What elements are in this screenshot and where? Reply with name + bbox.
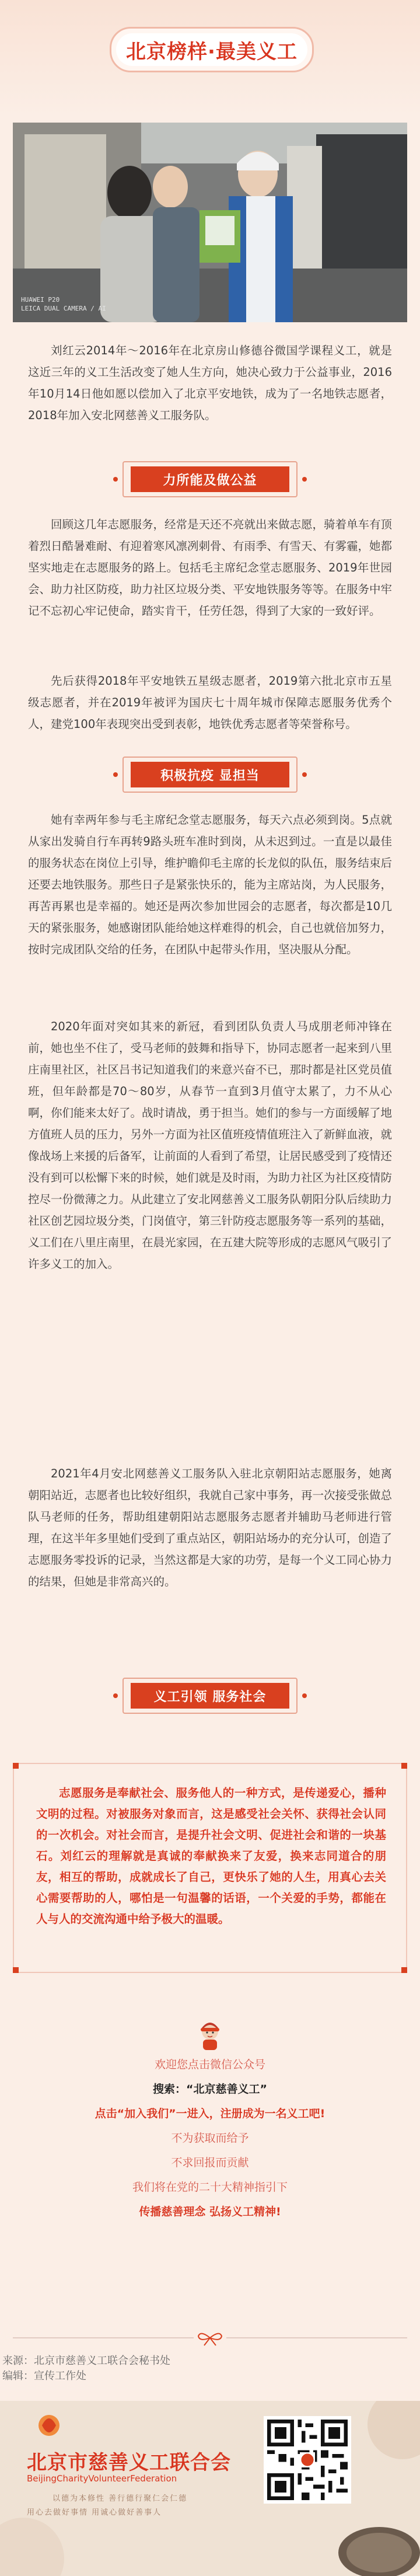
section-badge-2: 积极抗疫 显担当: [123, 757, 298, 793]
section2-paragraph-1: 她有幸两年参与毛主席纪念堂志愿服务，每天六点必须到岗。5点就从家出发骑自行车再转9路头班车准时到岗，从未迟到过。一直是以最佳的服务状态在岗位上引导，维护瞻仰毛主席的长龙似的队伍，服务结束后还要去地铁服务。那些日子是紧张快乐的，能为主席站岗，为人民服务，再苦再累也是幸福的。她还是两次参加世园会的志愿者，每次都是10几天的紧张服务，她感谢团队能给她这样难得的机会，自己也就倍加努力，按时完成团队交给的任务，在团队中起带头作用，坚决服从分配。: [28, 813, 393, 956]
org-banner: [0, 2401, 420, 2576]
follow-line-3: 点击“加入我们”一进入，注册成为一名义工吧!: [94, 2107, 326, 2120]
follow-line-7: 传播慈善理念 弘扬义工精神!: [139, 2205, 281, 2218]
follow-line-2: 搜索：“北京慈善义工”: [153, 2083, 267, 2096]
qr-code-pattern: [267, 2420, 348, 2500]
org-english-name: BeijingCharityVolunteerFederation: [27, 2473, 177, 2484]
photo-illustration: [13, 123, 407, 322]
follow-line-1: 欢迎您点击微信公众号: [154, 2058, 265, 2071]
follow-line-5: 不求回报而贡献: [171, 2156, 249, 2169]
title-frame: [110, 27, 314, 72]
section2-paragraph-2: 2020年面对突如其来的新冠，看到团队负责人马成朋老师冲锋在前，她也坐不住了，受马老师的鼓舞和指导下，协同志愿者一起来到八里庄南里社区，社区吕书记知道我们的来意兴奋不已，那时都是社区党员值班，但年龄都是70～80岁，从春节一直到3月值守太累了，力不从心啊，你们能来太好了。战时请战，勇于担当。她们的参与一方面缓解了地方值班人员的压力，另外一方面为社区值班疫情值班注入了新鲜血液，就像战场上来援的后备军，让前面的人看到了希望，让居民感受到了疫情还没有到可以松懈下来的时候，她们就是及时雨，为助力社区为社区疫情防控尽一份微薄之力。从此建立了安北网慈善义工服务队朝阳分队后续助力社区创艺园垃圾分类，门岗值守，第三针防疫志愿服务等一系列的基础，义工们在八里庄南里，在晨光家园，在五建大院等形成的志愿风气吸引了许多义工的加入。: [28, 1020, 393, 1271]
section-badge-1: 力所能及做公益: [123, 461, 298, 497]
qr-code: [264, 2416, 351, 2504]
section1-paragraph-1: 回顾这几年志愿服务，经常是天还不亮就出来做志愿，骑着单车有顶着烈日酷暑难耐、有迎着寒风凛冽刺骨、有雨季、有雪天、有雾霾，她都坚实地走在志愿服务的路上。包括毛主席纪念堂志愿服务、2019年世园会、助力社区防疫，助力社区垃圾分类、平安地铁服务等等。在服务中牢记不忘初心牢记使命，踏实肯干，任劳任怨，得到了大家的一致好评。: [28, 518, 393, 618]
mascot-icon: [197, 2020, 223, 2050]
org-name: 北京市慈善义工联合会: [27, 2451, 231, 2474]
banner-decoration: [0, 2401, 420, 2576]
org-motto-2: 用心去做好事情 用诚心做好善事人: [27, 2508, 162, 2517]
quote-text: 志愿服务是奉献社会、服务他人的一种方式，是传递爱心，播种文明的过程。对被服务对象而言，这是感受社会关怀、获得社会认同的一次机会。对社会而言，是提升社会文明、促进社会和谐的一块基石。刘红云的理解就是真诚的奉献换来了友爱，换来志同道合的朋友，相互的帮助，成就成长了自己，更快乐了她的人生，用真心去关心需要帮助的人，哪怕是一句温馨的话语，一个关爱的手势，都能在人与人的交流沟通中给予极大的温暖。: [36, 1786, 386, 1926]
follow-line-6: 我们将在党的二十大精神指引下: [132, 2181, 288, 2194]
section2-paragraph-3: 2021年4月安北网慈善义工服务队入驻北京朝阳站志愿服务，她离朝阳站近，志愿者也比较好组织，我就自己家中事务，再一次接受张做总队马老师的任务，帮助组建朝阳站志愿服务志愿者并辅助马老师进行管理，在这半年多里她们受到了重点站区，朝阳站场办的充分认可，创造了志愿服务零投诉的记录，当然这都是大家的功劳，是每一个义工同心协力的结果，但她是非常高兴的。: [28, 1467, 393, 1588]
page-title: 北京榜样·最美义工: [126, 40, 298, 64]
source-credit: 来源：北京市慈善义工联合会秘书处: [2, 2355, 170, 2367]
org-motto-1: 以德为本修性 善行德行聚仁会仁德: [52, 2494, 188, 2503]
editor-credit: 编辑：宣传工作处: [2, 2370, 86, 2382]
section1-paragraph-2: 先后获得2018年平安地铁五星级志愿者，2019第六批北京市五星级志愿者，并在2019年被评为国庆七十周年城市保障志愿服务优秀个人，建党100年表现突出受到表彰，地铁优秀志愿者等荣誉称号。: [28, 674, 392, 731]
header: [0, 0, 420, 117]
volunteer-photo: [13, 123, 407, 322]
camera-watermark: HUAWEI P20 LEICA DUAL CAMERA / AI: [21, 296, 106, 312]
ribbon-divider: [13, 2329, 407, 2347]
quote-box: [13, 1763, 407, 1973]
intro-paragraph: 刘红云2014年～2016年在北京房山修德谷微国学课程义工，就是这近三年的义工生活改变了她人生方向，她决心致力于公益事业，2016年10月14日他如愿以偿加入了北京平安地铁，成为了一名地铁志愿者，2018年加入安北网慈善义工服务队。: [28, 344, 392, 422]
follow-line-4: 不为获取而给予: [171, 2132, 249, 2145]
section-badge-3: 义工引领 服务社会: [123, 1678, 298, 1714]
